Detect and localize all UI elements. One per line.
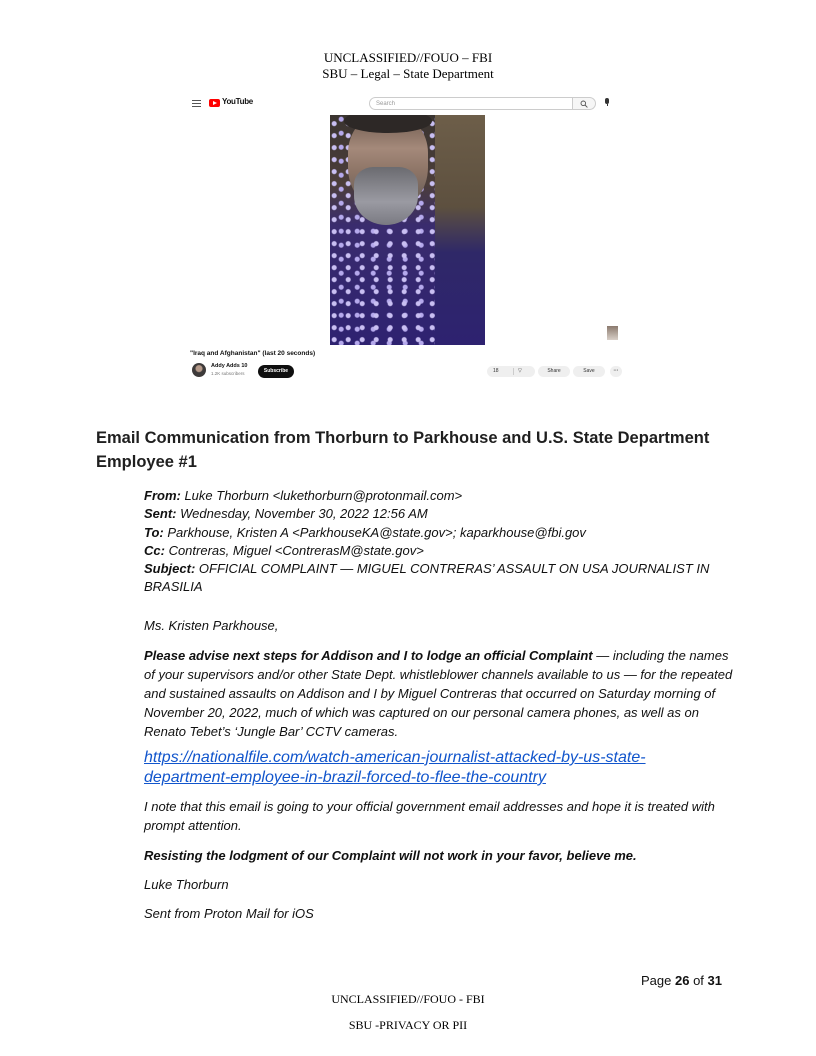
classification-footer: UNCLASSIFIED//FOUO - FBI (331, 992, 485, 1006)
privacy-footer: SBU -PRIVACY OR PII (348, 1018, 468, 1032)
email-sent-from: Sent from Proton Mail for iOS (144, 906, 314, 921)
email-greeting: Ms. Kristen Parkhouse, (144, 618, 279, 633)
email-body-paragraph: Please advise next steps for Addison and I to lodge an official Complaint — including the names of your supervisors and/or other State Dept. whistleblower channels available to us — for the repeated and sustained assaults on Addison and I by Miguel Contreras that occurred on Saturday morning of November 20, 2022, much of which was captured on our personal camera phones, as well as on Renato Tebet’s ‘Jungle Bar’ CCTV cameras. (144, 648, 733, 739)
sent-line: Sent: Wednesday, November 30, 2022 12:56 AM (144, 506, 428, 522)
from-line: From: Luke Thorburn <lukethorburn@protonmail.com> (144, 488, 463, 503)
email-signature: Luke Thorburn (144, 877, 229, 892)
microphone-icon (605, 98, 609, 104)
subscriber-count: 1.2K subscribers (211, 371, 245, 376)
avatar (192, 363, 206, 377)
search-icon (580, 100, 588, 108)
email-header (144, 487, 734, 597)
video-frame (330, 115, 485, 345)
cc-line: Cc: Contreras, Miguel <ContrerasM@state.gov> (144, 542, 424, 558)
handling-header: SBU – Legal – State Department (322, 66, 494, 81)
email-warning: Resisting the lodgment of our Complaint will not work in your favor, believe me. (144, 848, 637, 863)
classification-header: UNCLASSIFIED//FOUO – FBI (323, 50, 493, 65)
like-dislike-pill (487, 366, 535, 377)
search-button (573, 97, 596, 110)
like-count: 18 (493, 368, 499, 374)
search-input: Search (369, 97, 573, 110)
save-button: Save (573, 366, 605, 377)
youtube-logo-icon (209, 99, 220, 107)
more-button: ··· (610, 366, 622, 377)
hamburger-menu-icon (192, 100, 201, 107)
subject-line: Subject: OFFICIAL COMPLAINT — MIGUEL CONTRERAS’ ASSAULT ON USA JOURNALIST IN BRASILIA (144, 561, 710, 595)
mini-thumbnail (607, 326, 618, 340)
share-button: Share (538, 366, 570, 377)
page-number: Page 26 of 31 (641, 973, 722, 988)
video-title: "Iraq and Afghanistan" (last 20 seconds) (190, 350, 316, 357)
youtube-logo-text: YouTube (222, 97, 253, 106)
email-note: I note that this email is going to your official government email addresses and hope it is treated with prompt attention. (144, 799, 715, 833)
youtube-screenshot (186, 93, 630, 385)
thumbs-down-icon: ▽ (518, 368, 522, 374)
channel-name: Addy Adds 10 (211, 363, 248, 369)
to-line: To: Parkhouse, Kristen A <ParkhouseKA@state.gov>; kaparkhouse@fbi.gov (144, 524, 586, 540)
article-link[interactable]: https://nationalfile.com/watch-american-journalist-attacked-by-us-state-department-employee-in-brazil-forced-to-flee-the-country (144, 749, 646, 786)
subscribe-button: Subscribe (258, 365, 294, 378)
section-heading: Email Communication from Thorburn to Parkhouse and U.S. State Department Employee #1 (96, 429, 710, 471)
